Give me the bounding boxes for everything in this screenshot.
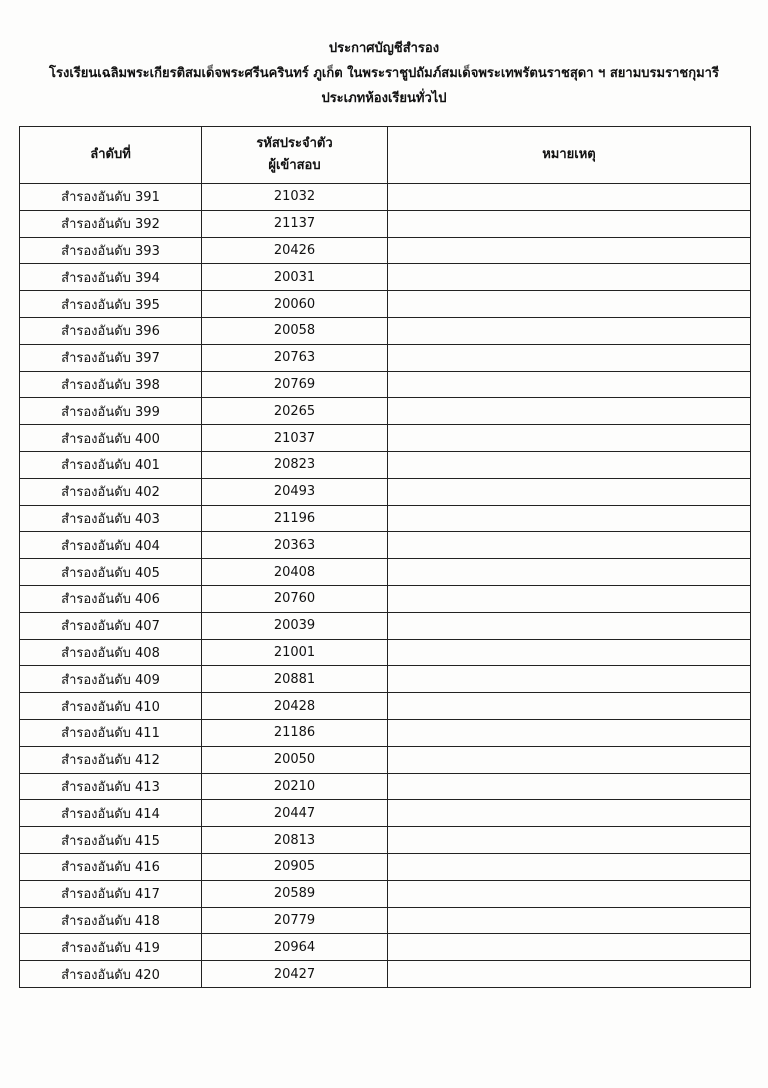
cell-order: สำรองอันดับ 392: [20, 210, 202, 237]
table-row: [20, 639, 751, 666]
column-header-remark: หมายเหตุ: [388, 127, 751, 184]
cell-candidate-code: 20050: [202, 746, 388, 773]
cell-candidate-code: 21186: [202, 719, 388, 746]
cell-order: สำรองอันดับ 401: [20, 451, 202, 478]
table-row: [20, 746, 751, 773]
table-row: [20, 398, 751, 425]
cell-order: สำรองอันดับ 408: [20, 639, 202, 666]
table-row: [20, 693, 751, 720]
table-row: [20, 344, 751, 371]
cell-order: สำรองอันดับ 410: [20, 693, 202, 720]
table-row: [20, 773, 751, 800]
table-row: [20, 827, 751, 854]
cell-order: สำรองอันดับ 413: [20, 773, 202, 800]
cell-remark: [388, 264, 751, 291]
table-row: [20, 451, 751, 478]
cell-order: สำรองอันดับ 409: [20, 666, 202, 693]
table-row: [20, 666, 751, 693]
cell-remark: [388, 371, 751, 398]
table-row: [20, 264, 751, 291]
cell-candidate-code: 20763: [202, 344, 388, 371]
cell-remark: [388, 344, 751, 371]
table-row: [20, 317, 751, 344]
cell-candidate-code: 20363: [202, 532, 388, 559]
cell-candidate-code: 20760: [202, 585, 388, 612]
cell-remark: [388, 961, 751, 988]
cell-remark: [388, 451, 751, 478]
cell-order: สำรองอันดับ 403: [20, 505, 202, 532]
cell-candidate-code: 21137: [202, 210, 388, 237]
cell-order: สำรองอันดับ 399: [20, 398, 202, 425]
cell-order: สำรองอันดับ 391: [20, 184, 202, 211]
cell-remark: [388, 827, 751, 854]
cell-candidate-code: 20964: [202, 934, 388, 961]
cell-order: สำรองอันดับ 412: [20, 746, 202, 773]
cell-remark: [388, 719, 751, 746]
cell-remark: [388, 666, 751, 693]
document-title: ประกาศบัญชีสำรอง: [328, 41, 440, 56]
cell-order: สำรองอันดับ 411: [20, 719, 202, 746]
cell-remark: [388, 398, 751, 425]
column-header-code: [202, 127, 388, 184]
cell-remark: [388, 746, 751, 773]
table-row: [20, 612, 751, 639]
cell-candidate-code: 20060: [202, 291, 388, 318]
cell-remark: [388, 237, 751, 264]
cell-candidate-code: 20210: [202, 773, 388, 800]
cell-candidate-code: 20058: [202, 317, 388, 344]
cell-order: สำรองอันดับ 406: [20, 585, 202, 612]
cell-order: สำรองอันดับ 400: [20, 425, 202, 452]
table-row: [20, 210, 751, 237]
cell-order: สำรองอันดับ 419: [20, 934, 202, 961]
table-row: [20, 719, 751, 746]
cell-order: สำรองอันดับ 415: [20, 827, 202, 854]
cell-order: สำรองอันดับ 420: [20, 961, 202, 988]
cell-order: สำรองอันดับ 402: [20, 478, 202, 505]
cell-order: สำรองอันดับ 397: [20, 344, 202, 371]
cell-candidate-code: 20769: [202, 371, 388, 398]
table-row: [20, 800, 751, 827]
cell-candidate-code: 20426: [202, 237, 388, 264]
cell-remark: [388, 559, 751, 586]
cell-candidate-code: 20905: [202, 853, 388, 880]
table-row: [20, 532, 751, 559]
cell-order: สำรองอันดับ 417: [20, 880, 202, 907]
cell-remark: [388, 880, 751, 907]
cell-candidate-code: 21196: [202, 505, 388, 532]
cell-remark: [388, 532, 751, 559]
cell-candidate-code: 20589: [202, 880, 388, 907]
cell-remark: [388, 612, 751, 639]
table-header-row: [20, 127, 751, 184]
cell-candidate-code: 20265: [202, 398, 388, 425]
class-category: ประเภทห้องเรียนทั่วไป: [321, 91, 447, 106]
cell-candidate-code: 21001: [202, 639, 388, 666]
table-body: [20, 184, 751, 988]
table-row: [20, 853, 751, 880]
cell-candidate-code: 20428: [202, 693, 388, 720]
cell-remark: [388, 934, 751, 961]
table-row: [20, 880, 751, 907]
cell-remark: [388, 585, 751, 612]
cell-remark: [388, 317, 751, 344]
school-name: โรงเรียนเฉลิมพระเกียรติสมเด็จพระศรีนครินทร์ ภูเก็ต ในพระราชูปถัมภ์สมเด็จพระเทพรัตนราชสุดา ฯ สยามบรมราชกุมารี: [49, 66, 719, 81]
table-row: [20, 505, 751, 532]
table-row: [20, 291, 751, 318]
cell-remark: [388, 773, 751, 800]
cell-candidate-code: 20039: [202, 612, 388, 639]
cell-order: สำรองอันดับ 395: [20, 291, 202, 318]
cell-order: สำรองอันดับ 414: [20, 800, 202, 827]
cell-remark: [388, 853, 751, 880]
cell-candidate-code: 21037: [202, 425, 388, 452]
cell-order: สำรองอันดับ 396: [20, 317, 202, 344]
cell-remark: [388, 184, 751, 211]
cell-order: สำรองอันดับ 416: [20, 853, 202, 880]
cell-candidate-code: 20493: [202, 478, 388, 505]
cell-order: สำรองอันดับ 418: [20, 907, 202, 934]
table-row: [20, 559, 751, 586]
document-header: [0, 36, 768, 111]
table-row: [20, 907, 751, 934]
cell-candidate-code: 20408: [202, 559, 388, 586]
cell-candidate-code: 20813: [202, 827, 388, 854]
table-row: [20, 934, 751, 961]
table-row: [20, 585, 751, 612]
cell-order: สำรองอันดับ 393: [20, 237, 202, 264]
cell-candidate-code: 20427: [202, 961, 388, 988]
cell-order: สำรองอันดับ 405: [20, 559, 202, 586]
cell-candidate-code: 20031: [202, 264, 388, 291]
cell-remark: [388, 291, 751, 318]
cell-order: สำรองอันดับ 398: [20, 371, 202, 398]
cell-order: สำรองอันดับ 394: [20, 264, 202, 291]
table-row: [20, 961, 751, 988]
cell-remark: [388, 425, 751, 452]
column-header-order: ลำดับที่: [20, 127, 202, 184]
column-header-code-line1: รหัสประจำตัว: [256, 136, 333, 151]
cell-candidate-code: 20447: [202, 800, 388, 827]
cell-remark: [388, 693, 751, 720]
cell-candidate-code: 20823: [202, 451, 388, 478]
cell-remark: [388, 210, 751, 237]
table-row: [20, 184, 751, 211]
reserve-list-table: [19, 126, 751, 988]
cell-remark: [388, 478, 751, 505]
cell-order: สำรองอันดับ 407: [20, 612, 202, 639]
column-header-code-line2: ผู้เข้าสอบ: [268, 158, 321, 173]
cell-candidate-code: 20881: [202, 666, 388, 693]
cell-remark: [388, 907, 751, 934]
cell-candidate-code: 20779: [202, 907, 388, 934]
cell-remark: [388, 505, 751, 532]
cell-remark: [388, 639, 751, 666]
table-row: [20, 425, 751, 452]
table-row: [20, 237, 751, 264]
table-row: [20, 478, 751, 505]
cell-order: สำรองอันดับ 404: [20, 532, 202, 559]
table-row: [20, 371, 751, 398]
cell-candidate-code: 21032: [202, 184, 388, 211]
cell-remark: [388, 800, 751, 827]
